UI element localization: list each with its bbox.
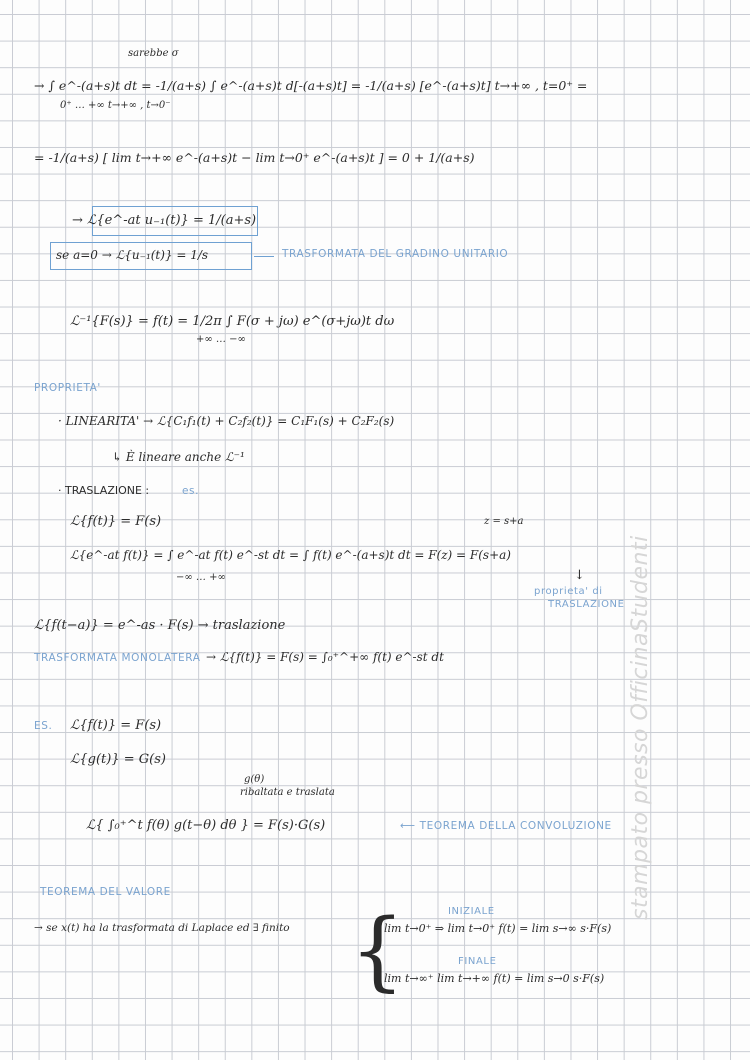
- shift-line: ℒ{e^-at f(t)} = ∫ e^-at f(t) e^-st dt = ∫ f(t) e^-(a+s)t dt = F(z) = F(s+a): [70, 548, 511, 562]
- watermark: stampato presso OfficinaStudenti: [628, 535, 653, 920]
- exp-transform: → ℒ{e^-at u₋₁(t)} = 1/(a+s): [72, 213, 257, 228]
- value-theorem-heading: TEOREMA DEL VALORE: [40, 886, 171, 898]
- shift-bounds: −∞ … +∞: [176, 572, 226, 583]
- final-label: FINALE: [458, 956, 497, 967]
- laplace-def: ℒ{f(t)} = F(s): [70, 514, 162, 529]
- inverse-transform: ℒ⁻¹{F(s)} = f(t) = 1/2π ∫ F(σ + jω) e^(σ+jω)t dω: [70, 314, 395, 329]
- final-value-line: lim t→∞⁺ lim t→+∞ f(t) = lim s→0 s·F(s): [384, 972, 605, 985]
- linearity-line: · LINEARITA' → ℒ{C₁f₁(t) + C₂f₂(t)} = C₁F₁(s) + C₂F₂(s): [58, 414, 395, 428]
- time-shift-line: ℒ{f(t−a)} = e^-as · F(s) → traslazione: [34, 618, 286, 633]
- unilateral-label: TRASFORMATA MONOLATERA: [34, 652, 201, 664]
- convolution-line: ℒ{ ∫₀⁺^t f(θ) g(t−θ) dθ } = F(s)·G(s): [86, 818, 326, 833]
- g-transform: ℒ{g(t)} = G(s): [70, 752, 166, 767]
- unilateral-line: → ℒ{f(t)} = F(s) = ∫₀⁺^+∞ f(t) e^-st dt: [206, 650, 444, 664]
- translation-property-label-2: TRASLAZIONE: [548, 599, 625, 610]
- convolution-label: ⟵ TEOREMA DELLA CONVOLUZIONE: [400, 820, 612, 832]
- g-theta-note: g(θ): [244, 774, 265, 785]
- theorem-brace: {: [350, 901, 405, 1001]
- integral-line: → ∫ e^-(a+s)t dt = -1/(a+s) ∫ e^-(a+s)t d[-(a+s)t] = -1/(a+s) [e^-(a+s)t] t→+∞ , t=0⁺ =: [34, 78, 588, 93]
- arrow-to-heaviside: [254, 256, 274, 257]
- limits-line: = -1/(a+s) [ lim t→+∞ e^-(a+s)t − lim t→0⁺ e^-(a+s)t ] = 0 + 1/(a+s): [34, 150, 475, 165]
- initial-label: INIZIALE: [448, 906, 495, 917]
- substitution: z = s+a: [484, 516, 524, 527]
- f-transform: ℒ{f(t)} = F(s): [70, 718, 162, 733]
- down-arrow: ↓: [574, 568, 585, 583]
- translation-es: es.: [182, 485, 200, 497]
- linearity-inverse: ↳ È lineare anche ℒ⁻¹: [112, 450, 245, 464]
- translation-property-label: proprieta' di: [534, 586, 603, 597]
- conv-es: ES.: [34, 720, 53, 732]
- integral-bounds: 0⁺ … +∞ t→+∞ , t→0⁻: [60, 100, 171, 111]
- ribaltata-note: ribaltata e traslata: [240, 787, 335, 798]
- theorem-hypothesis: → se x(t) ha la trasformata di Laplace ed ∃ finito: [34, 922, 290, 934]
- translation-heading: · TRASLAZIONE :: [58, 484, 150, 497]
- note-sarebbe-sigma: sarebbe σ: [128, 48, 179, 59]
- step-transform: se a=0 → ℒ{u₋₁(t)} = 1/s: [56, 248, 209, 262]
- initial-value-line: lim t→0⁺ ⇒ lim t→0⁺ f(t) = lim s→∞ s·F(s): [384, 922, 612, 935]
- properties-heading: PROPRIETA': [34, 382, 101, 394]
- inverse-bounds: +∞ … −∞: [196, 334, 246, 345]
- heaviside-label: TRASFORMATA DEL GRADINO UNITARIO: [282, 248, 509, 260]
